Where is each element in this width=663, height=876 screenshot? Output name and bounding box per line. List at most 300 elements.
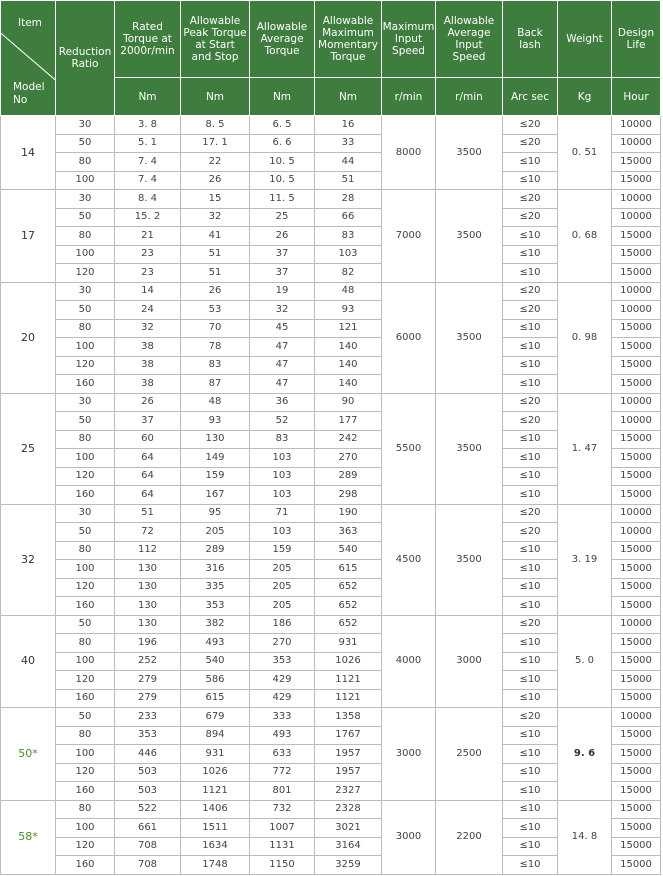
momentary-torque-cell: 93 <box>315 301 382 320</box>
weight-cell: 3. 19 <box>558 504 612 615</box>
peak-torque-cell: 1511 <box>181 819 250 838</box>
design-life-cell: 10000 <box>612 504 661 523</box>
rated-torque-cell: 38 <box>115 338 181 357</box>
item-model-header <box>1 1 56 116</box>
design-life-cell: 15000 <box>612 375 661 394</box>
average-torque-cell: 10. 5 <box>250 171 315 190</box>
rated-torque-cell: 64 <box>115 449 181 468</box>
backlash-cell: ≤20 <box>503 504 558 523</box>
peak-torque-cell: 615 <box>181 689 250 708</box>
peak-torque-cell: 83 <box>181 356 250 375</box>
average-torque-cell: 103 <box>250 449 315 468</box>
average-torque-cell: 633 <box>250 745 315 764</box>
rated-torque-cell: 130 <box>115 597 181 616</box>
momentary-torque-cell: 83 <box>315 227 382 246</box>
backlash-cell: ≤10 <box>503 541 558 560</box>
peak-torque-cell: 316 <box>181 560 250 579</box>
average-torque-cell: 1150 <box>250 856 315 875</box>
momentary-torque-cell: 66 <box>315 208 382 227</box>
momentary-torque-cell: 615 <box>315 560 382 579</box>
rated-torque-cell: 3. 8 <box>115 116 181 135</box>
average-torque-cell: 37 <box>250 245 315 264</box>
rated-torque-cell: 522 <box>115 800 181 819</box>
avg-input-speed-cell: 2200 <box>436 800 503 874</box>
ratio-cell: 120 <box>56 467 115 486</box>
backlash-cell: ≤10 <box>503 245 558 264</box>
momentary-torque-cell: 1957 <box>315 763 382 782</box>
backlash-cell: ≤20 <box>503 412 558 431</box>
peak-torque-cell: 353 <box>181 597 250 616</box>
momentary-torque-cell: 44 <box>315 153 382 172</box>
average-torque-cell: 772 <box>250 763 315 782</box>
ratio-cell: 50 <box>56 615 115 634</box>
backlash-cell: ≤10 <box>503 856 558 875</box>
average-torque-cell: 159 <box>250 541 315 560</box>
rated-torque-cell: 24 <box>115 301 181 320</box>
backlash-cell: ≤10 <box>503 338 558 357</box>
rated-torque-cell: 51 <box>115 504 181 523</box>
design-life-cell: 15000 <box>612 800 661 819</box>
peak-torque-cell: 53 <box>181 301 250 320</box>
design-life-cell: 15000 <box>612 578 661 597</box>
avg-input-speed-cell: 3000 <box>436 615 503 708</box>
backlash-cell: ≤10 <box>503 800 558 819</box>
unit-avgspeed: r/min <box>436 78 503 116</box>
peak-torque-cell: 1026 <box>181 763 250 782</box>
peak-torque-cell: 335 <box>181 578 250 597</box>
rated-torque-cell: 15. 2 <box>115 208 181 227</box>
ratio-cell: 30 <box>56 393 115 412</box>
design-life-cell: 10000 <box>612 412 661 431</box>
ratio-cell: 80 <box>56 726 115 745</box>
design-life-cell: 15000 <box>612 837 661 856</box>
momentary-torque-cell: 1767 <box>315 726 382 745</box>
rated-torque-cell: 5. 1 <box>115 134 181 153</box>
backlash-cell: ≤10 <box>503 634 558 653</box>
average-torque-cell: 11. 5 <box>250 190 315 209</box>
ratio-cell: 50 <box>56 412 115 431</box>
backlash-cell: ≤20 <box>503 208 558 227</box>
backlash-cell: ≤10 <box>503 782 558 801</box>
table-row <box>1 190 661 209</box>
average-torque-cell: 103 <box>250 523 315 542</box>
design-life-cell: 15000 <box>612 541 661 560</box>
header-weight: Weight <box>558 1 612 78</box>
ratio-cell: 80 <box>56 634 115 653</box>
momentary-torque-cell: 3164 <box>315 837 382 856</box>
rated-torque-cell: 233 <box>115 708 181 727</box>
momentary-torque-cell: 3021 <box>315 819 382 838</box>
rated-torque-cell: 7. 4 <box>115 153 181 172</box>
ratio-cell: 50 <box>56 208 115 227</box>
table-row <box>1 708 661 727</box>
momentary-torque-cell: 140 <box>315 338 382 357</box>
momentary-torque-cell: 652 <box>315 615 382 634</box>
ratio-cell: 120 <box>56 671 115 690</box>
peak-torque-cell: 167 <box>181 486 250 505</box>
design-life-cell: 10000 <box>612 116 661 135</box>
backlash-cell: ≤10 <box>503 745 558 764</box>
average-torque-cell: 6. 6 <box>250 134 315 153</box>
max-input-speed-cell: 8000 <box>382 116 436 190</box>
backlash-cell: ≤10 <box>503 264 558 283</box>
backlash-cell: ≤20 <box>503 615 558 634</box>
peak-torque-cell: 8. 5 <box>181 116 250 135</box>
design-life-cell: 15000 <box>612 745 661 764</box>
backlash-cell: ≤10 <box>503 578 558 597</box>
design-life-cell: 10000 <box>612 615 661 634</box>
model-cell: 14 <box>1 116 56 190</box>
unit-peak: Nm <box>181 78 250 116</box>
momentary-torque-cell: 48 <box>315 282 382 301</box>
backlash-cell: ≤10 <box>503 819 558 838</box>
rated-torque-cell: 64 <box>115 486 181 505</box>
backlash-cell: ≤10 <box>503 726 558 745</box>
rated-torque-cell: 279 <box>115 671 181 690</box>
momentary-torque-cell: 242 <box>315 430 382 449</box>
backlash-cell: ≤20 <box>503 282 558 301</box>
momentary-torque-cell: 652 <box>315 578 382 597</box>
average-torque-cell: 10. 5 <box>250 153 315 172</box>
backlash-cell: ≤10 <box>503 689 558 708</box>
avg-input-speed-cell: 2500 <box>436 708 503 801</box>
design-life-cell: 15000 <box>612 763 661 782</box>
momentary-torque-cell: 652 <box>315 597 382 616</box>
model-cell: 32 <box>1 504 56 615</box>
rated-torque-cell: 26 <box>115 393 181 412</box>
design-life-cell: 10000 <box>612 393 661 412</box>
rated-torque-cell: 21 <box>115 227 181 246</box>
peak-torque-cell: 17. 1 <box>181 134 250 153</box>
momentary-torque-cell: 1026 <box>315 652 382 671</box>
ratio-cell: 100 <box>56 745 115 764</box>
header-avgspeed: Allowable Average Input Speed <box>436 1 503 78</box>
avg-input-speed-cell: 3500 <box>436 504 503 615</box>
peak-torque-cell: 26 <box>181 171 250 190</box>
peak-torque-cell: 159 <box>181 467 250 486</box>
design-life-cell: 15000 <box>612 245 661 264</box>
table-row <box>1 282 661 301</box>
backlash-cell: ≤20 <box>503 708 558 727</box>
peak-torque-cell: 205 <box>181 523 250 542</box>
ratio-cell: 100 <box>56 171 115 190</box>
backlash-cell: ≤20 <box>503 523 558 542</box>
average-torque-cell: 25 <box>250 208 315 227</box>
ratio-cell: 160 <box>56 689 115 708</box>
average-torque-cell: 270 <box>250 634 315 653</box>
peak-torque-cell: 382 <box>181 615 250 634</box>
rated-torque-cell: 279 <box>115 689 181 708</box>
ratio-cell: 160 <box>56 597 115 616</box>
average-torque-cell: 493 <box>250 726 315 745</box>
table-row <box>1 393 661 412</box>
average-torque-cell: 71 <box>250 504 315 523</box>
ratio-cell: 80 <box>56 541 115 560</box>
spec-table-body <box>1 116 661 875</box>
weight-cell: 0. 98 <box>558 282 612 393</box>
header-maxspeed: Maximum Input Speed <box>382 1 436 78</box>
max-input-speed-cell: 4500 <box>382 504 436 615</box>
design-life-cell: 15000 <box>612 319 661 338</box>
rated-torque-cell: 708 <box>115 856 181 875</box>
average-torque-cell: 36 <box>250 393 315 412</box>
momentary-torque-cell: 140 <box>315 375 382 394</box>
design-life-cell: 10000 <box>612 708 661 727</box>
backlash-cell: ≤10 <box>503 375 558 394</box>
peak-torque-cell: 1748 <box>181 856 250 875</box>
design-life-cell: 15000 <box>612 782 661 801</box>
backlash-cell: ≤10 <box>503 837 558 856</box>
backlash-cell: ≤10 <box>503 171 558 190</box>
model-cell: 17 <box>1 190 56 283</box>
backlash-cell: ≤10 <box>503 467 558 486</box>
average-torque-cell: 103 <box>250 467 315 486</box>
average-torque-cell: 103 <box>250 486 315 505</box>
max-input-speed-cell: 7000 <box>382 190 436 283</box>
peak-torque-cell: 32 <box>181 208 250 227</box>
design-life-cell: 15000 <box>612 486 661 505</box>
average-torque-cell: 47 <box>250 356 315 375</box>
rated-torque-cell: 353 <box>115 726 181 745</box>
model-no-label: Model No <box>13 81 45 106</box>
peak-torque-cell: 70 <box>181 319 250 338</box>
momentary-torque-cell: 190 <box>315 504 382 523</box>
ratio-cell: 30 <box>56 116 115 135</box>
rated-torque-cell: 7. 4 <box>115 171 181 190</box>
momentary-torque-cell: 1358 <box>315 708 382 727</box>
max-input-speed-cell: 4000 <box>382 615 436 708</box>
average-torque-cell: 52 <box>250 412 315 431</box>
momentary-torque-cell: 16 <box>315 116 382 135</box>
rated-torque-cell: 60 <box>115 430 181 449</box>
backlash-cell: ≤20 <box>503 393 558 412</box>
design-life-cell: 15000 <box>612 689 661 708</box>
design-life-cell: 15000 <box>612 264 661 283</box>
design-life-cell: 15000 <box>612 430 661 449</box>
momentary-torque-cell: 931 <box>315 634 382 653</box>
average-torque-cell: 19 <box>250 282 315 301</box>
avg-input-speed-cell: 3500 <box>436 190 503 283</box>
backlash-cell: ≤20 <box>503 134 558 153</box>
rated-torque-cell: 23 <box>115 245 181 264</box>
average-torque-cell: 801 <box>250 782 315 801</box>
backlash-cell: ≤20 <box>503 190 558 209</box>
ratio-cell: 120 <box>56 356 115 375</box>
peak-torque-cell: 87 <box>181 375 250 394</box>
ratio-cell: 30 <box>56 282 115 301</box>
header-momentary: Allowable Maximum Momentary Torque <box>315 1 382 78</box>
weight-cell: 1. 47 <box>558 393 612 504</box>
header-peak: Allowable Peak Torque at Start and Stop <box>181 1 250 78</box>
peak-torque-cell: 149 <box>181 449 250 468</box>
peak-torque-cell: 15 <box>181 190 250 209</box>
design-life-cell: 15000 <box>612 652 661 671</box>
table-row <box>1 116 661 135</box>
peak-torque-cell: 130 <box>181 430 250 449</box>
momentary-torque-cell: 1957 <box>315 745 382 764</box>
design-life-cell: 15000 <box>612 171 661 190</box>
ratio-cell: 120 <box>56 264 115 283</box>
average-torque-cell: 186 <box>250 615 315 634</box>
max-input-speed-cell: 5500 <box>382 393 436 504</box>
average-torque-cell: 205 <box>250 597 315 616</box>
design-life-cell: 15000 <box>612 467 661 486</box>
average-torque-cell: 333 <box>250 708 315 727</box>
model-cell: 25 <box>1 393 56 504</box>
ratio-cell: 100 <box>56 338 115 357</box>
momentary-torque-cell: 103 <box>315 245 382 264</box>
average-torque-cell: 6. 5 <box>250 116 315 135</box>
design-life-cell: 15000 <box>612 634 661 653</box>
rated-torque-cell: 196 <box>115 634 181 653</box>
rated-torque-cell: 64 <box>115 467 181 486</box>
weight-cell: 0. 51 <box>558 116 612 190</box>
design-life-cell: 10000 <box>612 282 661 301</box>
unit-backlash: Arc sec <box>503 78 558 116</box>
avg-input-speed-cell: 3500 <box>436 282 503 393</box>
design-life-cell: 15000 <box>612 560 661 579</box>
average-torque-cell: 732 <box>250 800 315 819</box>
ratio-cell: 120 <box>56 837 115 856</box>
momentary-torque-cell: 363 <box>315 523 382 542</box>
rated-torque-cell: 14 <box>115 282 181 301</box>
average-torque-cell: 429 <box>250 689 315 708</box>
ratio-cell: 160 <box>56 782 115 801</box>
design-life-cell: 15000 <box>612 726 661 745</box>
ratio-cell: 160 <box>56 375 115 394</box>
rated-torque-cell: 38 <box>115 375 181 394</box>
peak-torque-cell: 93 <box>181 412 250 431</box>
backlash-cell: ≤10 <box>503 597 558 616</box>
ratio-cell: 100 <box>56 449 115 468</box>
backlash-cell: ≤10 <box>503 356 558 375</box>
design-life-cell: 10000 <box>612 208 661 227</box>
average-torque-cell: 429 <box>250 671 315 690</box>
ratio-cell: 80 <box>56 800 115 819</box>
model-cell: 58* <box>1 800 56 874</box>
momentary-torque-cell: 28 <box>315 190 382 209</box>
backlash-cell: ≤20 <box>503 116 558 135</box>
rated-torque-cell: 661 <box>115 819 181 838</box>
backlash-cell: ≤10 <box>503 763 558 782</box>
header-avg: Allowable Average Torque <box>250 1 315 78</box>
rated-torque-cell: 708 <box>115 837 181 856</box>
rated-torque-cell: 446 <box>115 745 181 764</box>
backlash-cell: ≤20 <box>503 301 558 320</box>
average-torque-cell: 32 <box>250 301 315 320</box>
backlash-cell: ≤10 <box>503 227 558 246</box>
design-life-cell: 15000 <box>612 356 661 375</box>
ratio-cell: 80 <box>56 319 115 338</box>
average-torque-cell: 1007 <box>250 819 315 838</box>
peak-torque-cell: 22 <box>181 153 250 172</box>
ratio-cell: 100 <box>56 560 115 579</box>
backlash-cell: ≤10 <box>503 430 558 449</box>
average-torque-cell: 26 <box>250 227 315 246</box>
header-backlash: Back lash <box>503 1 558 78</box>
rated-torque-cell: 130 <box>115 560 181 579</box>
header-life: Design Life <box>612 1 661 78</box>
rated-torque-cell: 23 <box>115 264 181 283</box>
peak-torque-cell: 1634 <box>181 837 250 856</box>
average-torque-cell: 83 <box>250 430 315 449</box>
momentary-torque-cell: 82 <box>315 264 382 283</box>
average-torque-cell: 47 <box>250 338 315 357</box>
ratio-cell: 120 <box>56 763 115 782</box>
weight-cell: 5. 0 <box>558 615 612 708</box>
momentary-torque-cell: 2328 <box>315 800 382 819</box>
header-ratio: Reduction Ratio <box>56 1 115 116</box>
design-life-cell: 15000 <box>612 338 661 357</box>
unit-avg: Nm <box>250 78 315 116</box>
max-input-speed-cell: 3000 <box>382 800 436 874</box>
rated-torque-cell: 38 <box>115 356 181 375</box>
peak-torque-cell: 48 <box>181 393 250 412</box>
unit-momentary: Nm <box>315 78 382 116</box>
design-life-cell: 15000 <box>612 819 661 838</box>
peak-torque-cell: 1406 <box>181 800 250 819</box>
max-input-speed-cell: 3000 <box>382 708 436 801</box>
average-torque-cell: 47 <box>250 375 315 394</box>
model-cell: 40 <box>1 615 56 708</box>
unit-weight: Kg <box>558 78 612 116</box>
design-life-cell: 10000 <box>612 301 661 320</box>
rated-torque-cell: 252 <box>115 652 181 671</box>
model-cell: 50* <box>1 708 56 801</box>
momentary-torque-cell: 33 <box>315 134 382 153</box>
momentary-torque-cell: 90 <box>315 393 382 412</box>
item-label: Item <box>18 17 42 29</box>
average-torque-cell: 205 <box>250 560 315 579</box>
backlash-cell: ≤10 <box>503 560 558 579</box>
unit-maxspeed: r/min <box>382 78 436 116</box>
ratio-cell: 30 <box>56 190 115 209</box>
average-torque-cell: 37 <box>250 264 315 283</box>
momentary-torque-cell: 1121 <box>315 671 382 690</box>
rated-torque-cell: 72 <box>115 523 181 542</box>
design-life-cell: 15000 <box>612 153 661 172</box>
rated-torque-cell: 130 <box>115 578 181 597</box>
backlash-cell: ≤10 <box>503 449 558 468</box>
ratio-cell: 50 <box>56 708 115 727</box>
unit-life: Hour <box>612 78 661 116</box>
momentary-torque-cell: 140 <box>315 356 382 375</box>
backlash-cell: ≤10 <box>503 671 558 690</box>
design-life-cell: 15000 <box>612 597 661 616</box>
weight-cell: 0. 68 <box>558 190 612 283</box>
header-rated: Rated Torque at 2000r/min <box>115 1 181 78</box>
design-life-cell: 10000 <box>612 523 661 542</box>
peak-torque-cell: 78 <box>181 338 250 357</box>
weight-cell: 14. 8 <box>558 800 612 874</box>
peak-torque-cell: 51 <box>181 264 250 283</box>
peak-torque-cell: 679 <box>181 708 250 727</box>
average-torque-cell: 353 <box>250 652 315 671</box>
momentary-torque-cell: 298 <box>315 486 382 505</box>
ratio-cell: 80 <box>56 153 115 172</box>
rated-torque-cell: 130 <box>115 615 181 634</box>
peak-torque-cell: 586 <box>181 671 250 690</box>
ratio-cell: 160 <box>56 856 115 875</box>
rated-torque-cell: 112 <box>115 541 181 560</box>
average-torque-cell: 1131 <box>250 837 315 856</box>
backlash-cell: ≤10 <box>503 153 558 172</box>
ratio-cell: 50 <box>56 301 115 320</box>
backlash-cell: ≤10 <box>503 486 558 505</box>
table-row <box>1 504 661 523</box>
ratio-cell: 80 <box>56 227 115 246</box>
momentary-torque-cell: 177 <box>315 412 382 431</box>
